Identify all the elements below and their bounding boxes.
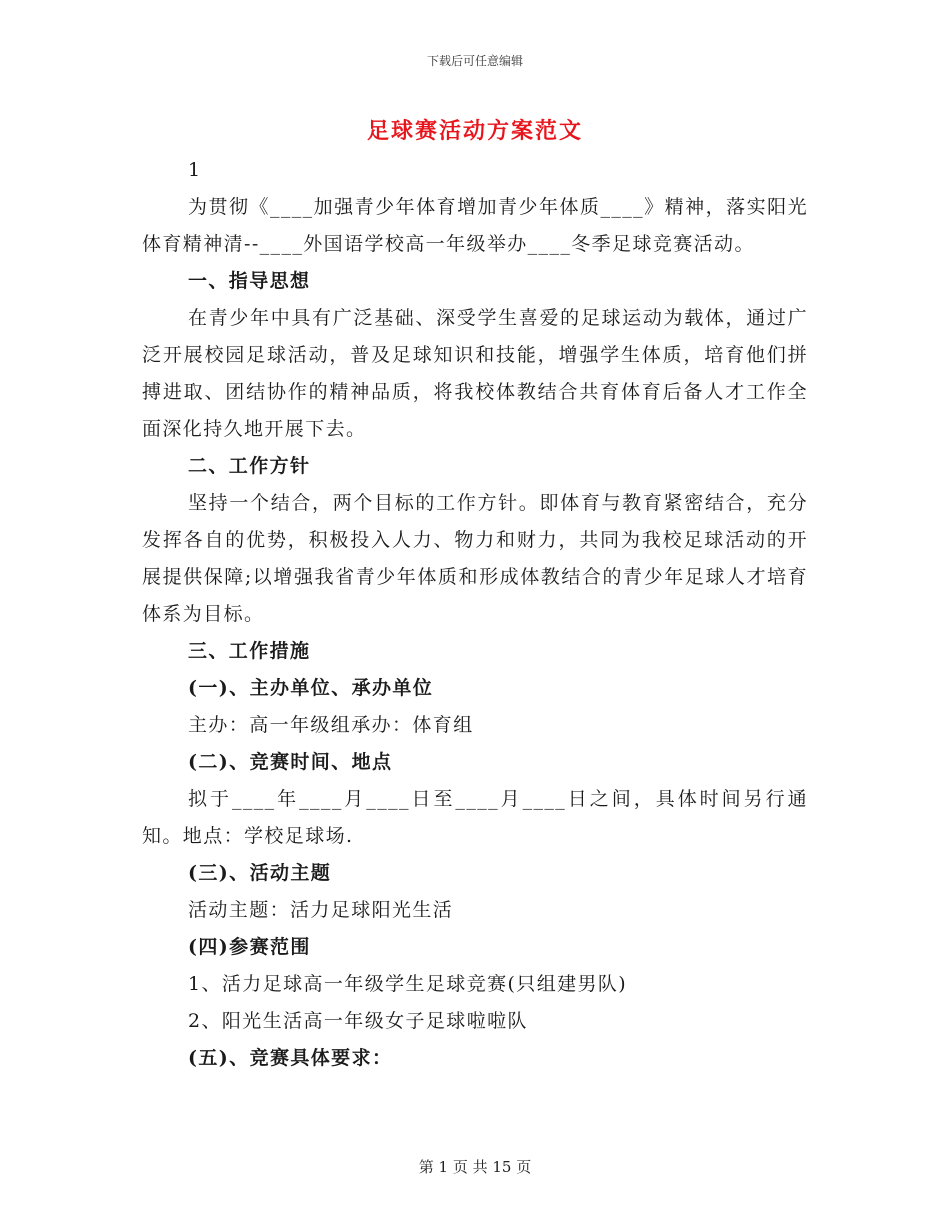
paragraph-work-policy: 坚持一个结合，两个目标的工作方针。即体育与教育紧密结合，充分发挥各自的优势，积极投入人力、物力和财力，共同为我校足球活动的开展提供保障;以增强我省青少年体质和形成体教结合的青少年足球人才培育体系为目标。 xyxy=(142,492,808,625)
subheading-time-place: (二)、竞赛时间、地点 xyxy=(188,751,393,773)
organizers-text: 主办：高一年级组承办：体育组 xyxy=(188,714,474,736)
scope-item-1: 1、活力足球高一年级学生足球竞赛(只组建男队) xyxy=(188,973,628,995)
page-header-note: 下载后可任意编辑 xyxy=(426,54,523,68)
paragraph-guiding-thought: 在青少年中具有广泛基础、深受学生喜爱的足球运动为载体，通过广泛开展校园足球活动，普及足球知识和技能，增强学生体质，培育他们拼搏进取、团结协作的精神品质，将我校体教结合共育体育后备人才工作全面深化持久地开展下去。 xyxy=(142,307,808,440)
subheading-theme: (三)、活动主题 xyxy=(188,862,332,884)
time-place-text: 拟于____年____月____日至____月____日之间，具体时间另行通知。地点：学校足球场. xyxy=(142,788,808,847)
section-number: 1 xyxy=(188,159,202,181)
heading-work-measures: 三、工作措施 xyxy=(188,640,311,662)
subheading-organizers: (一)、主办单位、承办单位 xyxy=(188,677,434,699)
subheading-requirements: (五)、竞赛具体要求： xyxy=(188,1047,393,1069)
page-footer-pagination: 第 1 页 共 15 页 xyxy=(418,1158,532,1176)
heading-work-policy: 二、工作方针 xyxy=(188,455,311,477)
theme-text: 活动主题：活力足球阳光生活 xyxy=(188,899,454,921)
document-title: 足球赛活动方案范文 xyxy=(366,118,583,144)
scope-item-2: 2、阳光生活高一年级女子足球啦啦队 xyxy=(188,1010,528,1032)
heading-guiding-thought: 一、指导思想 xyxy=(188,270,311,292)
document-body xyxy=(142,152,808,1077)
intro-paragraph: 为贯彻《____加强青少年体育增加青少年体质____》精神，落实阳光体育精神清--____外国语学校高一年级举办____冬季足球竞赛活动。 xyxy=(142,196,808,255)
subheading-scope: (四)参赛范围 xyxy=(188,936,311,958)
